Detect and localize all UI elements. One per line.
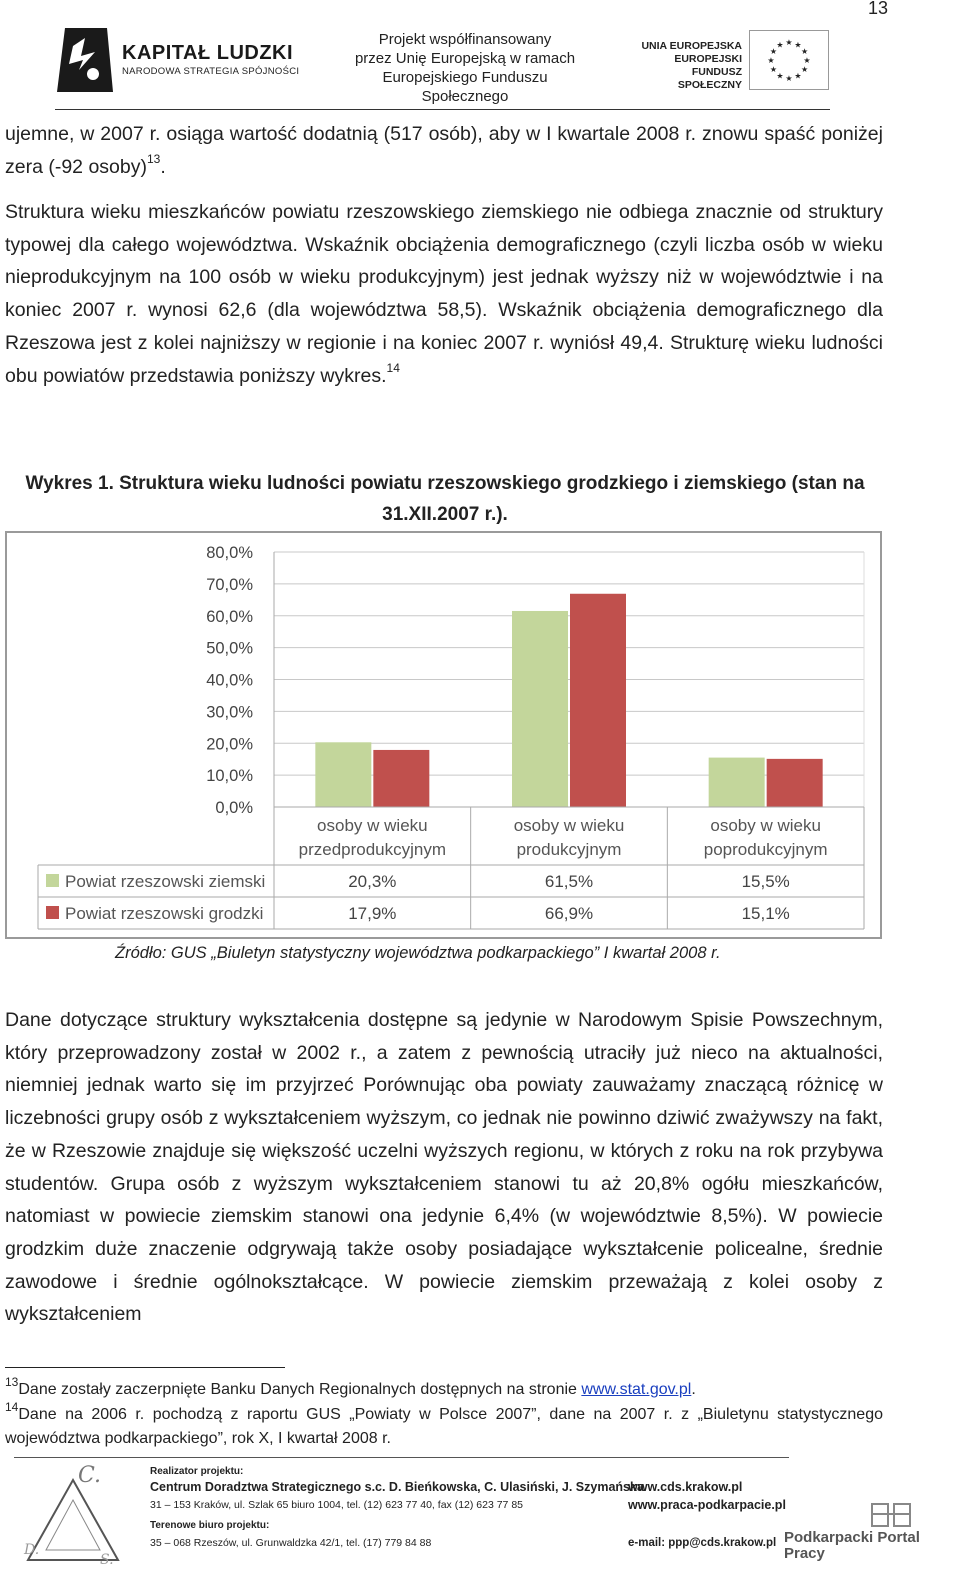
logo-letter: S. [100,1552,114,1568]
legend-swatch [46,906,59,919]
paragraph-text: Struktura wieku mieszkańców powiatu rzeszowskiego ziemskiego nie odbiega znacznie od struktury typowej dla całego województwa. Wskaźnik obciążenia demograficznego (czyli liczba osób w wieku nieprodukcyjnym na 100 osób w wieku produkcyjnym) jest jednak wyższy niż w województwie i na koniec 2007 r. wynosi 62,6 (dla województwa 58,5). Wskaźnik obciążenia demograficznego dla Rzeszowa jest z kolei najniższy w regionie i na koniec 2007 r. wyniósł 49,4. Strukturę wieku ludności obu powiatów przedstawia poniższy wykres. [5,201,883,387]
eu-star-icon: ★ [801,47,809,56]
portal-pracy-text: Podkarpacki Portal Pracy [784,1529,920,1562]
page-number: 13 [867,0,888,18]
project-line: przez Unię Europejską w ramach [354,50,576,67]
logo-letter: D. [24,1542,40,1558]
bar-ziemski [709,758,765,807]
eu-star-icon: ★ [769,47,777,56]
biuro-address: 35 – 068 Rzeszów, ul. Grunwaldzka 42/1, tel. (17) 779 84 88 [150,1537,432,1549]
footnote-number: 13 [5,1374,19,1389]
category-label: osoby w wieku [513,816,625,835]
eu-flag-icon [749,30,829,90]
footnote-divider [5,1367,285,1368]
y-tick-label: 0,0% [215,799,253,817]
logo-letter: C. [78,1463,102,1488]
paragraph-1 [5,118,883,183]
eu-star-icon: ★ [794,40,802,50]
bar-grodzki [767,759,823,807]
eu-star-icon: ★ [803,56,811,65]
data-value-label: 66,9% [544,904,594,923]
realizator-name: Centrum Doradztwa Strategicznego s.c. D. Bieńkowska, C. Ulasiński, J. Szymańska [150,1480,644,1494]
eu-star-icon: ★ [801,65,809,74]
y-tick-label: 60,0% [206,607,253,626]
category-label: produkcyjnym [516,840,622,859]
footnote-14 [5,1399,883,1451]
chart-source: Źródło: GUS „Biuletyn statystyczny województwa podkarpackiego” I kwartał 2008 r. [115,944,721,962]
kapital-ludzki-subtitle: NARODOWA STRATEGIA SPÓJNOŚCI [122,66,300,77]
eu-star-icon: ★ [769,65,777,74]
footer-divider [14,1457,789,1458]
chart-title: Wykres 1. Struktura wieku ludności powiatu rzeszowskiego grodzkiego i ziemskiego (stan na 31.XII.2007 r.). [25,473,865,525]
legend-swatch [46,874,59,887]
realizator-address: 31 – 153 Kraków, ul. Szlak 65 biuro 1004, tel. (12) 623 77 40, fax (12) 623 77 85 [150,1499,523,1511]
kapital-ludzki-logo-icon [55,26,117,96]
category-label: osoby w wieku [710,816,821,835]
eu-fund-text [627,40,742,92]
y-tick-label: 30,0% [206,703,253,722]
eu-star-icon: ★ [767,56,775,65]
category-label: przedprodukcyjnym [298,840,447,859]
footnote-ref[interactable]: 14 [386,361,400,376]
paragraph-2 [5,196,883,392]
paragraph-text: ujemne, w 2007 r. osiąga wartość dodatnią (517 osób), aby w I kwartale 2008 r. znowu spaść poniżej zera (-92 osoby) [5,123,883,178]
category-label: poprodukcyjnym [703,840,828,859]
bar-chart [5,531,882,939]
paragraph-text: . [160,155,166,178]
legend-label: Powiat rzeszowski ziemski [65,872,266,891]
kapital-ludzki-title: KAPITAŁ LUDZKI [122,42,294,64]
y-tick-label: 70,0% [206,575,253,594]
website-cds[interactable]: www.cds.krakow.pl [628,1480,743,1494]
data-value-label: 61,5% [544,872,594,891]
eu-star-icon: ★ [776,40,784,50]
project-line: Projekt współfinansowany [378,31,552,48]
paragraph-text: Dane dotyczące struktury wykształcenia dostępne są jedynie w Narodowym Spisie Powszechnym, który przeprowadzony został w 2002 r., a zatem z pewnością utraciły już nieco na aktualności, niemniej jednak warto się im przyjrzeć Porównując oba powiaty zauważamy znaczącą różnicę w liczebności grupy osób z wykształceniem wyższym, co jednak nie powinno dziwić zważywszy na fakt, że w Rzeszowie znajduje się większość uczelni wyższych regionu, w których z roku na rok przybywa studentów. Grupa osób z wyższym wykształceniem stanowi tu aż 20,8% ogółu mieszkańców, natomiast w powiecie ziemskim stanowi ona jedynie 6,4% (w województwie 8,5%). W powiecie grodzkim duże znaczenie odgrywają także osoby posiadające wykształcenie policealne, średnie zawodowe i średnie ogólnokształcące. W powiecie ziemskim przeważają z kolei osoby z wykształceniem [5,1009,883,1326]
website-praca[interactable]: www.praca-podkarpacie.pl [628,1498,786,1512]
eu-star-icon: ★ [785,38,793,47]
eu-star-icon: ★ [776,71,784,81]
y-tick-label: 50,0% [206,639,253,658]
y-tick-label: 40,0% [206,671,253,690]
eu-line: UNIA EUROPEJSKA [641,40,742,52]
stat-gov-link[interactable]: www.stat.gov.pl [581,1381,692,1398]
y-tick-label: 20,0% [206,735,253,754]
data-value-label: 15,5% [741,872,790,891]
bar-ziemski [315,742,371,807]
project-cofinancing-text [345,30,585,106]
project-line: Europejskiego Funduszu Społecznego [382,69,548,105]
header-logos [55,20,830,105]
category-label: osoby w wieku [317,816,428,835]
paragraph-3 [5,1004,883,1331]
y-tick-label: 10,0% [206,767,253,786]
data-value-label: 15,1% [741,904,790,923]
footnote-text: Dane na 2006 r. pochodzą z raportu GUS „Powiaty w Polsce 2007”, dane na 2007 r. z „Biuletynu statystycznego województwa podkarpackiego”, rok X, I kwartał 2008 r. [5,1406,883,1447]
bar-grodzki [570,594,626,807]
footnote-ref[interactable]: 13 [146,152,161,167]
footnote-text: Dane zostały zaczerpnięte Banku Danych Regionalnych dostępnych na stronie [18,1381,582,1398]
email-address[interactable]: e-mail: ppp@cds.krakow.pl [628,1537,777,1549]
bar-grodzki [373,750,429,807]
footnote-13 [5,1374,883,1402]
biuro-label: Terenowe biuro projektu: [150,1520,270,1531]
bar-ziemski [512,611,568,807]
eu-star-icon: ★ [785,74,793,83]
data-value-label: 20,3% [348,872,397,891]
realizator-label: Realizator projektu: [150,1466,244,1477]
footnote-text: . [691,1381,696,1398]
eu-line: FUNDUSZ SPOŁECZNY [677,66,742,91]
y-tick-label: 80,0% [206,544,253,562]
portal-pracy-logo-icon [868,1500,916,1530]
data-value-label: 17,9% [348,904,397,923]
footnote-number: 14 [5,1399,19,1414]
header-divider [55,109,830,110]
eu-line: EUROPEJSKI [674,53,742,65]
cds-logo-icon [18,1462,128,1568]
eu-star-icon: ★ [794,71,802,81]
legend-label: Powiat rzeszowski grodzki [65,904,264,923]
